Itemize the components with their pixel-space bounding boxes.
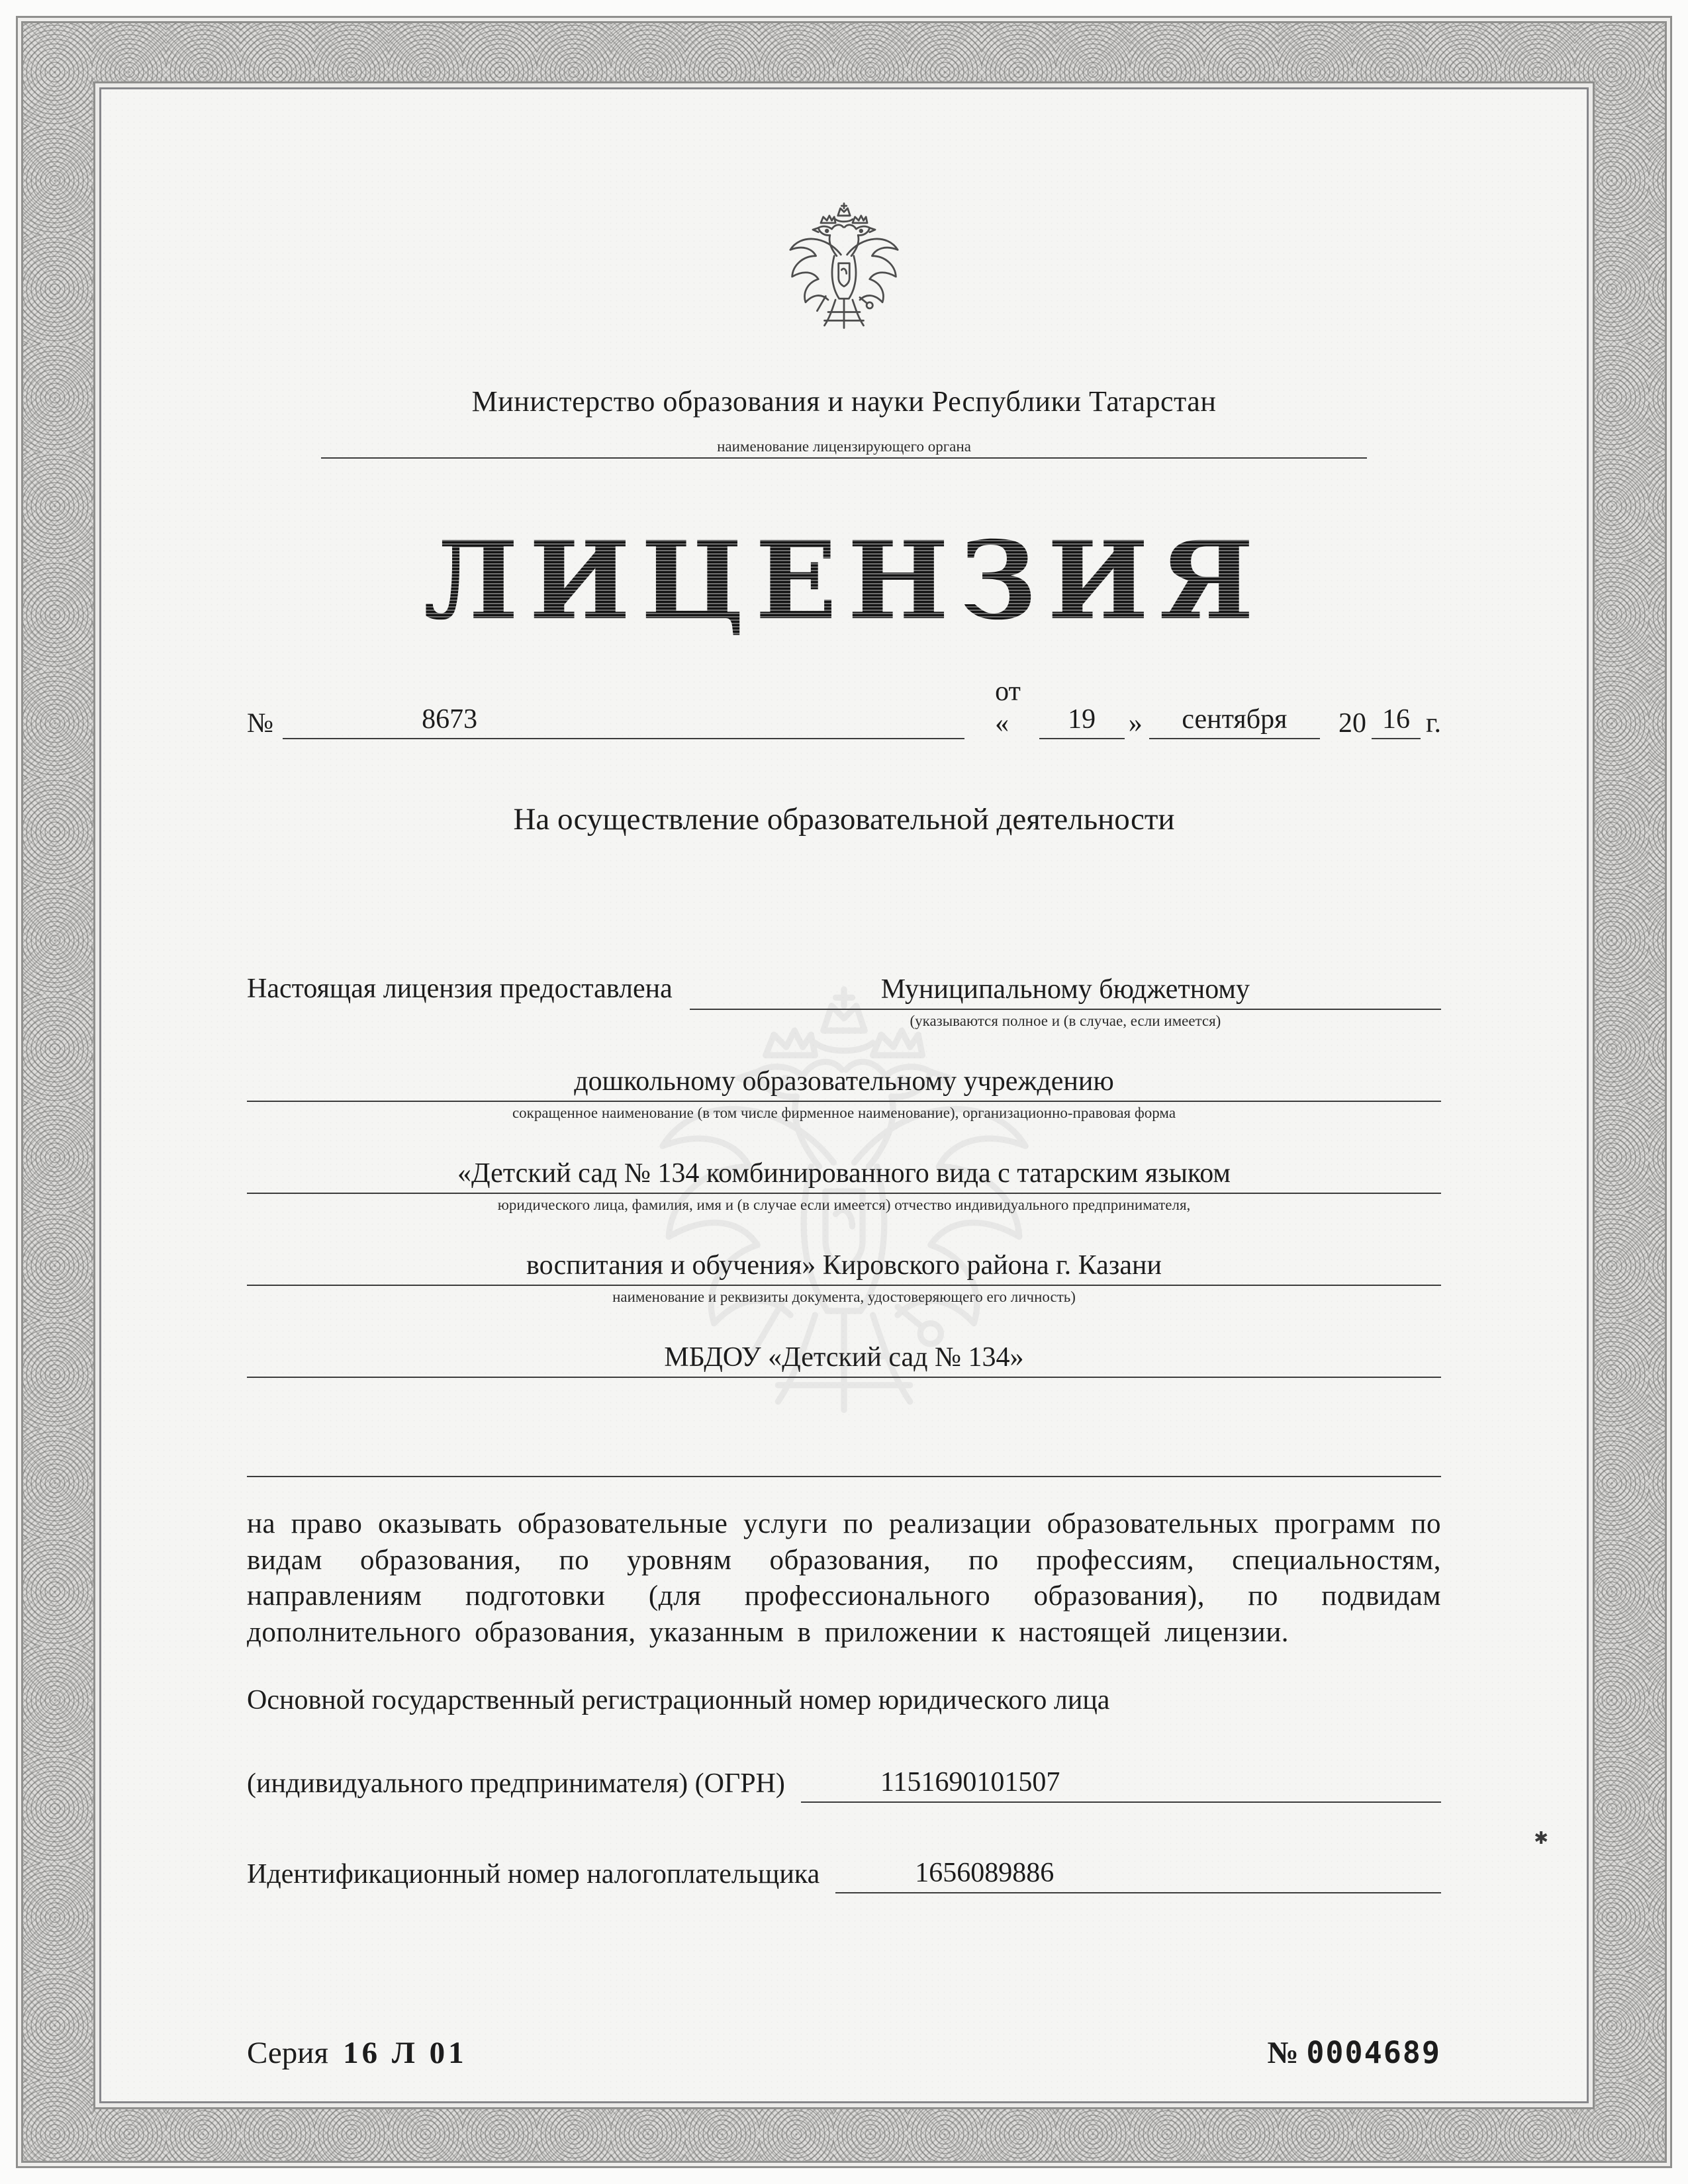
date-month: сентября — [1149, 704, 1320, 739]
ogrn-label-line2: (индивидуального предпринимателя) (ОГРН) — [247, 1768, 785, 1799]
grantee-line3-caption: юридического лица, фамилия, имя и (в случае если имеется) отчество индивидуального предпринимателя, — [497, 1197, 1191, 1214]
grantee-field-4 — [247, 1250, 1441, 1306]
rights-paragraph: на право оказывать образовательные услуги по реализации образовательных программ по видам образования, по уровням образования, по профессиям, специальностям, направлениям подготовки (для профессионального образования), по подвидам дополнительного образования, указанным в приложении к настоящей лицензии. — [247, 1508, 1441, 1648]
series-block — [247, 2035, 467, 2071]
ogrn-value: 1151690101507 — [801, 1766, 1441, 1803]
issuing-authority-caption: наименование лицензирующего органа — [321, 438, 1367, 459]
blank-rule — [247, 1476, 1441, 1477]
grantee-line1-value: Муниципальному бюджетному — [690, 974, 1441, 1010]
grantee-line5-value: МБДОУ «Детский сад № 134» — [247, 1342, 1441, 1378]
footer-row — [247, 2035, 1441, 2071]
grantee-line2-caption: сокращенное наименование (в том числе фирменное наименование), организационно-правовая форма — [512, 1105, 1176, 1122]
document-body — [99, 87, 1589, 2103]
grantee-label: Настоящая лицензия предоставлена — [247, 974, 673, 1005]
grantee-line2-value: дошкольному образовательному учреждению — [247, 1066, 1441, 1102]
grantee-line4-caption: наименование и реквизиты документа, удостоверяющего его личность) — [612, 1289, 1076, 1306]
date-year-prefix: 20 — [1338, 708, 1366, 739]
inn-label: Идентификационный номер налогоплательщика — [247, 1858, 820, 1889]
grantee-field-1 — [690, 974, 1441, 1030]
number-date-row — [247, 676, 1441, 739]
coat-of-arms-eagle-icon — [781, 199, 907, 347]
date-suffix: г. — [1426, 708, 1442, 739]
serial-number-value: 0004689 — [1306, 2035, 1441, 2070]
document-subtitle: На осуществление образовательной деятельности — [513, 802, 1175, 837]
serial-number-label: № — [1267, 2036, 1299, 2070]
date-year: 16 — [1372, 704, 1421, 739]
grantee-field-5 — [247, 1342, 1441, 1378]
grantee-line4-value: воспитания и обучения» Кировского района г. Казани — [247, 1250, 1441, 1286]
grantee-line1-caption: (указываются полное и (в случае, если имеется) — [910, 1013, 1221, 1030]
grantee-field-3 — [247, 1158, 1441, 1214]
license-number-value: 8673 — [283, 704, 964, 739]
license-number-label: № — [247, 708, 274, 739]
date-close-quote: » — [1128, 708, 1143, 739]
grantee-row — [247, 973, 1441, 1030]
inn-value: 1656089886 — [835, 1857, 1441, 1893]
grantee-line3-value: «Детский сад № 134 комбинированного вида с татарским языком — [247, 1158, 1441, 1194]
scan-artifact-mark: ✱ — [1534, 1829, 1548, 1848]
document-title: ЛИЦЕНЗИЯ — [247, 525, 1441, 637]
date-day: 19 — [1039, 704, 1125, 739]
grantee-field-2 — [247, 1066, 1441, 1122]
ogrn-row — [247, 1766, 1441, 1803]
series-value: 16 Л 01 — [343, 2036, 467, 2070]
issuing-authority: Министерство образования и науки Республики Татарстан — [471, 385, 1217, 418]
date-prefix: от « — [995, 676, 1021, 739]
serial-block — [1267, 2035, 1441, 2071]
ogrn-label-line1: Основной государственный регистрационный номер юридического лица — [247, 1684, 1110, 1715]
inn-row — [247, 1857, 1441, 1893]
series-label: Серия — [247, 2036, 329, 2070]
